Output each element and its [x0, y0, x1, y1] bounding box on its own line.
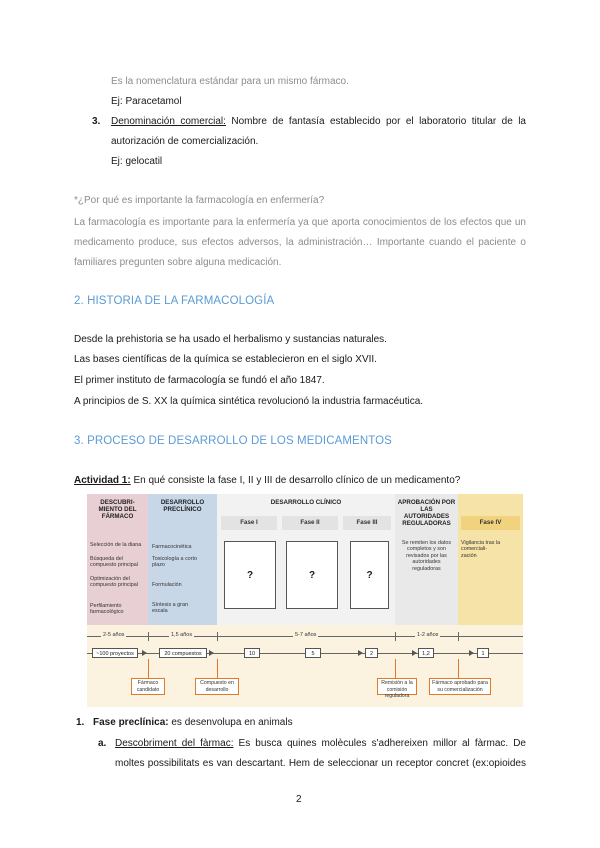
example-paracetamol: Ej: Paracetamol	[111, 96, 182, 107]
arrow-icon	[209, 650, 214, 656]
answer-line-2: medicamento produce, sus efectos adversos, la administración… Importante cuando el paciente o	[74, 237, 526, 248]
item-3-label: Denominación comercial:	[111, 116, 226, 127]
example-gelocatil: Ej: gelocatil	[111, 156, 163, 167]
history-line-2: Las bases científicas de la química se establecieron en el siglo XVII.	[74, 354, 377, 365]
question-text: *¿Por qué es importante la farmacología en enfermería?	[74, 195, 325, 206]
phase3-question-box: ?	[350, 541, 389, 609]
activity-label: Actividad 1:	[74, 475, 131, 486]
phase4-column	[458, 494, 523, 625]
list-item-1-text: es desenvolupa en animals	[168, 717, 293, 728]
list-item-a-line2: moltes possibilitats es van descartant. Hem de seleccionar un receptor concret (ex:opioides	[115, 758, 526, 769]
phase2-header: Fase II	[282, 516, 338, 530]
years-clinical: 5-7 años	[295, 632, 317, 638]
preclinical-title: DESARROLLO PRECLÍNICO	[160, 499, 205, 513]
section-3-heading: 3. PROCESO DE DESARROLLO DE LOS MEDICAMENTOS	[74, 435, 392, 447]
item-3-line2: autorización de comercialización.	[111, 136, 259, 147]
discovery-item: Optimización del compuesto principal	[90, 576, 138, 589]
preclinical-item: Síntesis a gran escala	[152, 602, 188, 615]
count-phase1: 10	[244, 648, 260, 658]
history-line-3: El primer instituto de farmacología se fundó el año 1847.	[74, 375, 325, 386]
count-phase4: 1	[477, 648, 489, 658]
count-phase3: 2	[365, 648, 378, 658]
label-drug-candidate: Fármaco candidato	[131, 678, 165, 695]
activity-line	[74, 474, 460, 488]
page-number: 2	[296, 794, 302, 805]
approval-text: Se remiten los datos completos y son revisados por las autoridades reguladoras	[401, 540, 452, 572]
count-projects: ~100 proyectos	[92, 648, 138, 658]
arrow-icon	[412, 650, 417, 656]
arrow-icon	[142, 650, 147, 656]
count-phase2: 5	[305, 648, 321, 658]
phase4-header: Fase IV	[461, 516, 520, 530]
label-regulatory-submission: Remisión a la comisión reguladora	[377, 678, 417, 695]
section-2-heading: 2. HISTORIA DE LA FARMACOLOGÍA	[74, 295, 275, 307]
list-item-a-number: a.	[98, 738, 107, 749]
timeline-tick	[395, 632, 396, 641]
nomenclature-text: Es la nomenclatura estándar para un mismo fármaco.	[111, 76, 349, 87]
connector-line	[148, 659, 149, 678]
timeline-tick	[148, 632, 149, 641]
list-item-a-label: Descobriment del fàrmac:	[115, 738, 234, 749]
answer-line-1: La farmacología es importante para la enfermería ya que aporta conocimientos de los efectos que un	[74, 217, 526, 228]
arrow-icon	[469, 650, 474, 656]
preclinical-item: Toxicología a corto plazo	[152, 556, 197, 569]
drug-development-figure	[87, 494, 523, 707]
list-item-a-text1: Es busca quines molècules s'adhereixen millor al fàrmac. De	[233, 738, 526, 749]
phase2-question-box: ?	[286, 541, 338, 609]
answer-line-3: familiares pregunten sobre alguna medicación.	[74, 257, 282, 268]
item-3-number: 3.	[92, 116, 101, 127]
discovery-item: Búsqueda del compuesto principal	[90, 556, 138, 569]
phase4-text: Vigilancia tras la comerciali-zación	[461, 540, 501, 559]
approval-title: APROBACIÓN POR LAS AUTORIDADES REGULADORAS	[397, 499, 456, 527]
history-line-1: Desde la prehistoria se ha usado el herbalismo y sustancias naturales.	[74, 334, 387, 345]
count-approval: 1,2	[418, 648, 434, 658]
years-preclinical: 1,5 años	[171, 632, 193, 638]
connector-line	[458, 659, 459, 678]
list-item-1	[93, 716, 293, 730]
history-line-4: A principios de S. XX la química sintética revolucionó la industria farmacéutica.	[74, 396, 424, 407]
connector-line	[217, 659, 218, 678]
connector-line	[395, 659, 396, 678]
discovery-item: Perfilamiento farmacológico	[90, 603, 124, 616]
label-drug-approved: Fármaco aprobado para su comercialización	[429, 678, 491, 695]
phase1-question-box: ?	[224, 541, 276, 609]
clinical-title: DESARROLLO CLÍNICO	[270, 499, 342, 506]
list-item-1-number: 1.	[76, 717, 85, 728]
preclinical-item: Farmacocinética	[152, 544, 192, 550]
timeline-tick	[217, 632, 218, 641]
years-approval: 1-2 años	[417, 632, 439, 638]
item-3-text-a: Nombre de fantasía establecido por el laboratorio titular de la	[231, 116, 526, 127]
item-3-line1	[111, 115, 526, 129]
list-item-a-line1	[115, 737, 526, 751]
phase3-header: Fase III	[343, 516, 391, 530]
label-compound-development: Compuesto en desarrollo	[195, 678, 239, 695]
activity-text: En qué consiste la fase I, II y III de desarrollo clínico de un medicamento?	[130, 475, 461, 486]
timeline-tick	[458, 632, 459, 641]
preclinical-item: Formulación	[152, 582, 182, 588]
years-discovery: 2-5 años	[103, 632, 125, 638]
phase1-header: Fase I	[221, 516, 277, 530]
discovery-item: Selección de la diana	[90, 542, 142, 548]
discovery-title: DESCUBRI-MIENTO DEL FÁRMACO	[98, 499, 137, 520]
count-compounds: 20 compuestos	[159, 648, 207, 658]
arrow-icon	[358, 650, 363, 656]
list-item-1-label: Fase preclínica:	[93, 717, 169, 728]
